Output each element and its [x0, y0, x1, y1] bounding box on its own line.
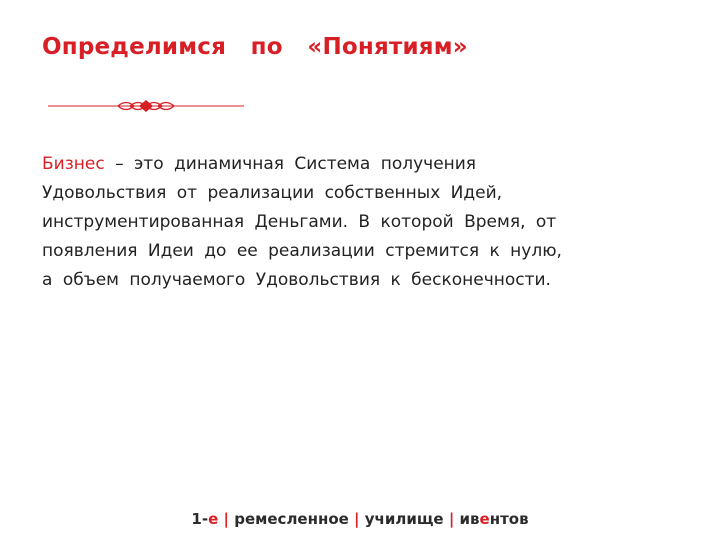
- definition-line-4: появления Идеи до ее реализации стремится к нулю,: [42, 241, 562, 261]
- brand-word-3-b: нтов: [489, 510, 529, 528]
- definition-line-3: инструментированная Деньгами. В которой Время, от: [42, 212, 557, 232]
- definition-text: [42, 150, 678, 295]
- brand-word-1: ремесленное: [234, 510, 349, 528]
- brand-word-3-e: е: [479, 510, 490, 528]
- definition-term: Бизнес: [42, 154, 105, 174]
- brand-prefix: 1-: [191, 510, 209, 528]
- brand-word-3-a: ив: [459, 510, 480, 528]
- ornament-divider: [48, 96, 244, 116]
- footer-brand: [0, 510, 720, 528]
- slide-title: Определимся по «Понятиям»: [42, 34, 468, 60]
- definition-line-1: [42, 150, 678, 179]
- brand-prefix-e: е: [208, 510, 219, 528]
- brand-word-2: училище: [364, 510, 444, 528]
- definition-line-2: Удовольствия от реализации собственных Идей,: [42, 183, 503, 203]
- definition-line-5: а объем получаемого Удовольствия к бесконечности.: [42, 270, 551, 290]
- brand-separator-2: |: [348, 510, 365, 528]
- brand-separator-1: |: [218, 510, 235, 528]
- brand-separator-3: |: [443, 510, 460, 528]
- definition-line-1-text: – это динамичная Система получения: [104, 154, 477, 174]
